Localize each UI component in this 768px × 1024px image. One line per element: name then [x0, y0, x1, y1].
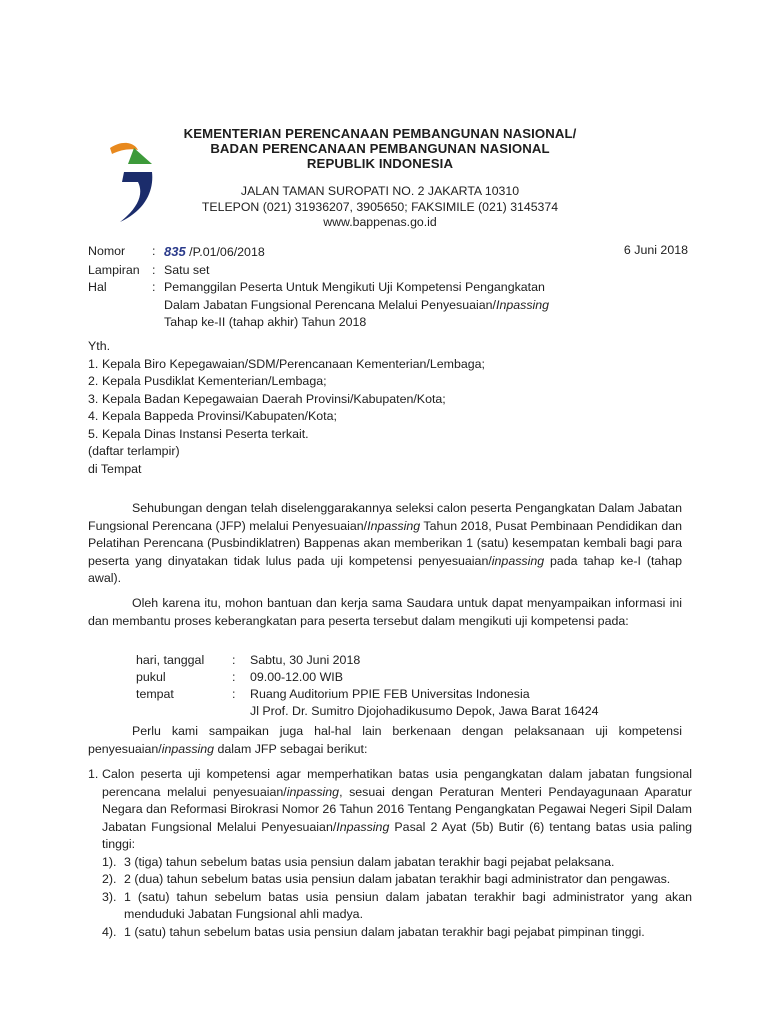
recipient-list — [88, 356, 485, 444]
colon: : — [152, 262, 156, 277]
sub-list — [102, 854, 692, 942]
website: www.bappenas.go.id — [323, 215, 437, 229]
paragraph-2: Oleh karena itu, mohon bantuan dan kerja sama Saudara untuk dapat menyampaikan informasi ini dan membantu proses keberangkatan para peserta tersebut dalam mengikuti uji kompetensi pada: — [88, 596, 682, 628]
list-item: 1. Kepala Biro Kepegawaian/SDM/Perencanaan Kementerian/Lembaga; — [88, 356, 485, 371]
list-item: 4. Kepala Bappeda Provinsi/Kabupaten/Kota; — [88, 409, 337, 423]
lampiran-label: Lampiran — [88, 262, 140, 277]
org-line-3: REPUBLIK INDONESIA — [306, 156, 454, 171]
schedule-address: Jl Prof. Dr. Sumitro Djojohadikusumo Depok, Jawa Barat 16424 — [250, 704, 599, 718]
org-line-2: BADAN PERENCANAAN PEMBANGUNAN NASIONAL — [210, 141, 550, 156]
schedule-place: tempat : Ruang Auditorium PPIE FEB Universitas Indonesia — [136, 687, 530, 701]
hal-line-2: Dalam Jabatan Fungsional Perencana Melalui Penyesuaian/Inpassing — [164, 297, 550, 312]
hal-value — [164, 279, 688, 332]
schedule-time: pukul : 09.00-12.00 WIB — [136, 670, 343, 684]
nomor-suffix: /P.01/06/2018 — [189, 245, 265, 259]
hal-line-3: Tahap ke-II (tahap akhir) Tahun 2018 — [164, 315, 367, 329]
list-item: 5. Kepala Dinas Instansi Peserta terkait. — [88, 426, 309, 441]
sub-item: 3). 1 (satu) tahun sebelum batas usia pensiun dalam jabatan terakhir bagi administrator yang akan menduduki Jabatan Fungsional ahli madya. — [102, 889, 692, 921]
paragraph-1: Sehubungan dengan telah diselenggarakannya seleksi calon peserta Pengangkatan Dalam Jabatan Fungsional Perencana (JFP) melalui Penyesuaian/Inpassing Tahun 2018, Pusat Pembinaan Pendidikan dan Pelatihan Perencana (Pusbindiklatren) Bappenas akan memberikan 1 (satu) kesempatan kembali bagi para peserta yang dinyatakan tidak lulus pada uji kompetensi penyesuaian/inpassing pada tahap ke-I (tahap awal). — [88, 501, 682, 585]
list-item: 2. Kepala Pusdiklat Kementerian/Lembaga; — [88, 374, 327, 388]
nomor-row — [88, 243, 688, 262]
nomor-value — [164, 243, 688, 262]
org-line-1: KEMENTERIAN PERENCANAAN PEMBANGUNAN NASIONAL/ — [183, 126, 577, 141]
recipient-place: di Tempat — [88, 461, 142, 476]
schedule-day: hari, tanggal : Sabtu, 30 Juni 2018 — [136, 653, 361, 667]
letterhead — [170, 126, 590, 231]
points-list — [88, 766, 692, 941]
nomor-label: Nomor — [88, 244, 126, 258]
hal-row — [88, 279, 688, 332]
letter-date: 6 Juni 2018 — [623, 243, 688, 257]
paragraph-3: Perlu kami sampaikan juga hal-hal lain berkenaan dengan pelaksanaan uji kompetensi penyesuaian/inpassing dalam JFP sebagai berikut: — [88, 724, 682, 756]
sub-item: 4). 1 (satu) tahun sebelum batas usia pensiun dalam jabatan terakhir bagi pejabat pimpinan tinggi. — [102, 924, 645, 939]
hal-label: Hal — [88, 280, 107, 294]
yth-label: Yth. — [88, 339, 111, 353]
lampiran-row — [88, 262, 688, 280]
recipient-note: (daftar terlampir) — [88, 444, 180, 458]
list-item: 3. Kepala Badan Kepegawaian Daerah Provinsi/Kabupaten/Kota; — [88, 391, 446, 406]
recipients — [88, 338, 485, 478]
logo-navy-curve — [120, 172, 152, 222]
schedule — [136, 652, 598, 720]
colon: : — [152, 244, 156, 258]
letter-meta — [88, 243, 688, 332]
list-item: 1. Calon peserta uji kompetensi agar memperhatikan batas usia pengangkatan dalam jabatan fungsional perencana melalui penyesuaian/inpassing, sesuai dengan Peraturan Menteri Pendayagunaan Aparatur Negara dan Reformasi Birokrasi Nomor 26 Tahun 2016 Tentang Pengangkatan Pegawai Negeri Sipil Dalam Jabatan Fungsional Melalui Penyesuaian/Inpassing Pasal 2 Ayat (5b) Butir (6) tentang batas usia paling tinggi: 1). 3 (tiga) tahun sebelum batas usia pensiun dalam jabatan terakhir bagi pejabat pelaksana. 2). 2 (dua) tahun sebelum batas usia pensiun dalam jabatan terakhir bagi administrator dan pengawas. 3). 1 (satu) tahun sebelum batas usia pensiun dalam jabatan terakhir bagi administrator yang akan menduduki Jabatan Fungsional ahli madya. 4). 1 (satu) tahun sebelum batas usia pensiun dalam jabatan terakhir bagi pejabat pimpinan tinggi. — [88, 766, 692, 941]
logo-green-triangle — [128, 148, 152, 164]
colon: : — [152, 280, 156, 294]
address: JALAN TAMAN SUROPATI NO. 2 JAKARTA 10310 — [240, 184, 520, 198]
sub-item: 1). 3 (tiga) tahun sebelum batas usia pensiun dalam jabatan terakhir bagi pejabat pelaksana. — [102, 854, 615, 869]
hal-line-1: Pemanggilan Peserta Untuk Mengikuti Uji Kompetensi Pengangkatan — [164, 280, 545, 294]
nomor-number: 835 — [164, 244, 186, 259]
phone-fax: TELEPON (021) 31936207, 3905650; FAKSIMILE (021) 3145374 — [201, 199, 559, 214]
sub-item: 2). 2 (dua) tahun sebelum batas usia pensiun dalam jabatan terakhir bagi administrator dan pengawas. — [102, 872, 671, 886]
lampiran-value: Satu set — [164, 262, 210, 277]
bappenas-logo-icon — [108, 138, 158, 224]
